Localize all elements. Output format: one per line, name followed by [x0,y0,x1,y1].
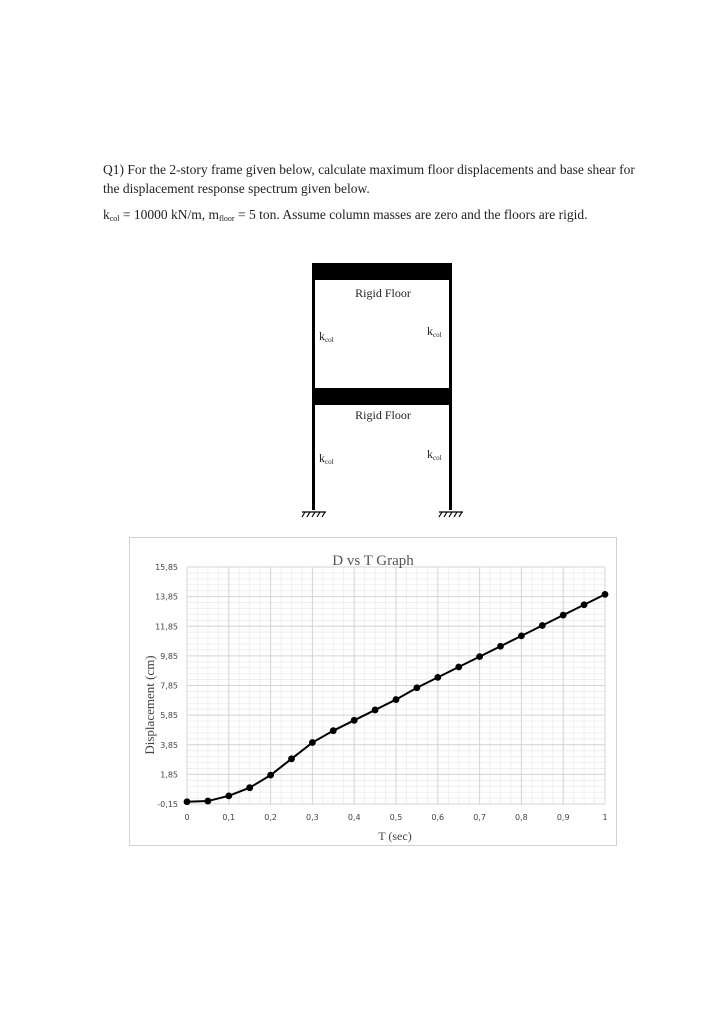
data-point [184,798,191,805]
data-point [225,792,232,799]
y-tick-label: 15,85 [155,563,178,572]
data-point [330,727,337,734]
question-text [103,160,643,198]
x-tick-label: 0,9 [556,813,570,822]
question-statement: Q1) For the 2-story frame given below, calculate maximum floor displacements and base shear for the displacement response spectrum given below. [103,162,635,196]
given-values: $k_{col} = 10000$ kN/m, $m_{floor} = 5$ ton. Assume column masses are zero and the floors are rigid. [103,207,588,223]
data-point [246,784,253,791]
y-tick-label: 7,85 [160,681,178,691]
data-point [309,739,316,746]
frame-diagram [290,255,470,525]
right-fixed-support [439,512,463,517]
y-tick-label: 1,85 [160,770,178,780]
x-tick-label: 0,8 [515,813,528,822]
data-point [497,643,504,650]
k-col-label-lower-left: kcol [319,451,334,466]
x-tick-label: 1 [602,813,608,822]
data-point [518,632,525,639]
x-tick-label: 0,1 [222,813,236,822]
k-col-label-lower-right: kcol [427,447,442,462]
x-tick-label: 0,4 [347,813,361,822]
k-col-label-upper-left: kcol [319,329,334,344]
data-point [414,684,421,691]
chart-title: D vs T Graph [332,553,414,569]
data-point [455,664,462,671]
data-point [602,591,609,598]
x-tick-label: 0,5 [389,813,403,822]
y-tick-label: -0,15 [157,800,178,809]
x-axis-label: T (sec) [378,829,412,843]
x-tick-label: 0,2 [264,813,277,822]
y-axis-label: Displacement (cm) [142,655,157,755]
data-point [539,622,546,629]
d-vs-t-chart [129,537,617,846]
data-point [267,772,274,779]
bottom-rigid-slab [312,388,452,405]
bottom-floor-label: Rigid Floor [355,408,411,422]
data-point [205,798,212,805]
data-point [288,755,295,762]
x-tick-label: 0,6 [431,813,445,822]
data-point [434,674,441,681]
data-point [372,707,379,714]
data-point [393,696,400,703]
y-tick-label: 3,85 [160,740,178,750]
k-col-label-upper-right: kcol [427,324,442,339]
data-point [560,612,567,619]
data-point [476,653,483,660]
left-fixed-support [302,512,326,517]
y-tick-label: 5,85 [160,711,178,721]
data-point [581,601,588,608]
data-point [351,717,358,724]
x-tick-label: 0 [184,813,190,822]
x-tick-label: 0,3 [306,813,319,822]
y-tick-label: 13,85 [155,592,178,602]
top-floor-label: Rigid Floor [355,286,411,300]
y-tick-label: 11,85 [155,622,178,632]
x-tick-label: 0,7 [473,813,486,822]
y-tick-label: 9,85 [160,651,178,661]
top-rigid-slab [312,263,452,280]
chart-svg [130,538,616,845]
